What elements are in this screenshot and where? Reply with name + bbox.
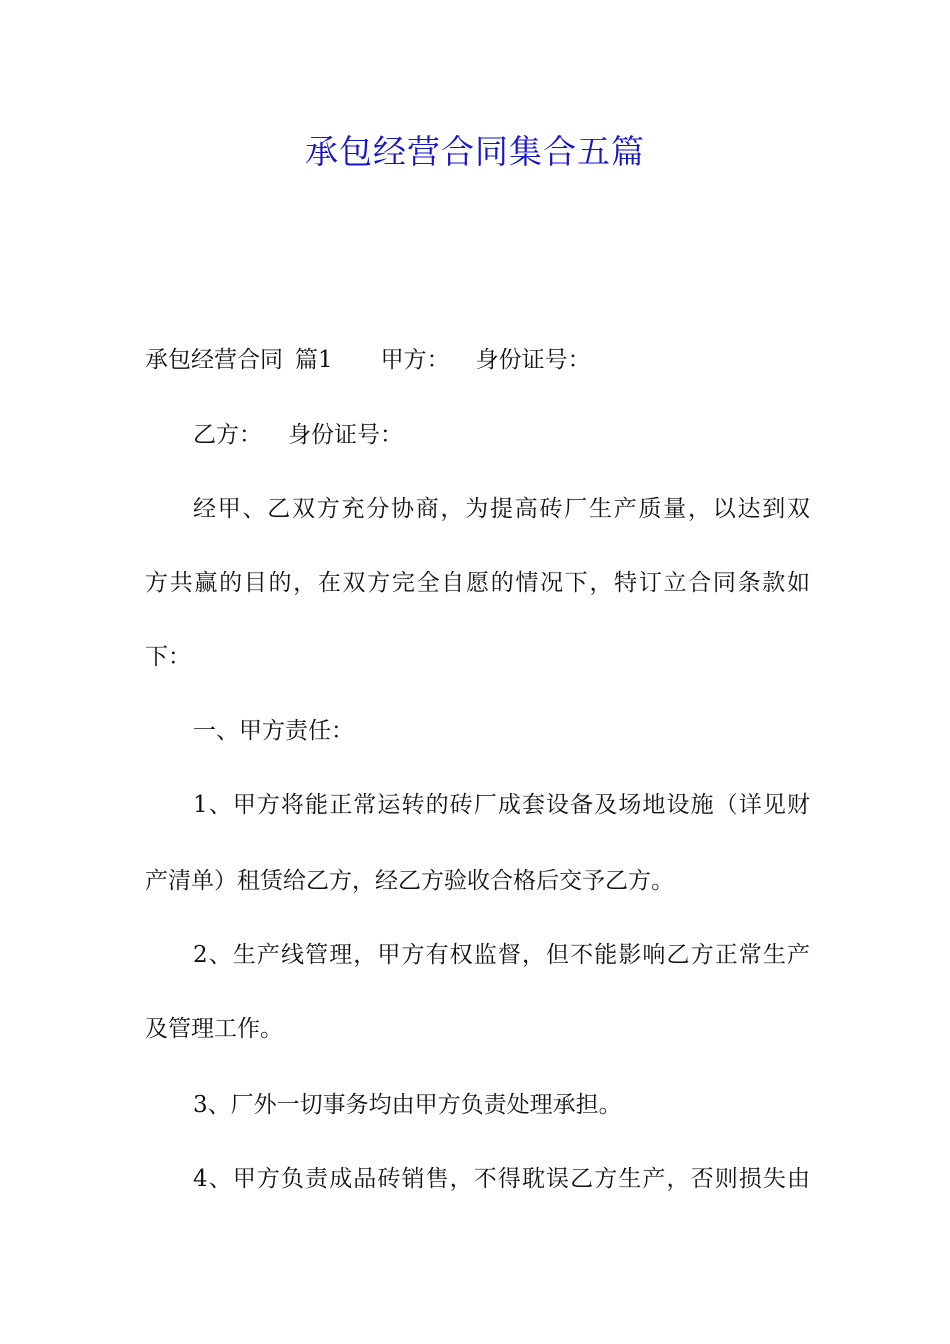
party-b-label: 乙方： [193,422,262,448]
text-line: 产清单）租赁给乙方，经乙方验收合格后交予乙方。 [145,868,674,894]
party-b-id-label: 身份证号： [288,422,403,448]
text-line: 3、厂外一切事务均由甲方负责处理承担。 [193,1092,622,1118]
contract-name: 承包经营合同 [145,347,283,373]
header-line [145,345,810,375]
text-line: 4、甲方负责成品砖销售，不得耽误乙方生产，否则损失由 [193,1166,810,1192]
text-line: 2、生产线管理，甲方有权监督，但不能影响乙方正常生产 [193,942,810,968]
section-number: 篇1 [295,347,333,373]
text-line: 方共赢的目的，在双方完全自愿的情况下，特订立合同条款如 [145,570,810,596]
party-a-label: 甲方： [380,347,450,373]
text-line: 1、甲方将能正常运转的砖厂成套设备及场地设施（详见财 [193,792,810,818]
text-line: 经甲、乙双方充分协商，为提高砖厂生产质量，以达到双 [193,496,810,522]
document-title: 承包经营合同集合五篇 [305,132,645,171]
text-line: 及管理工作。 [145,1016,283,1042]
section-heading: 一、甲方责任： [193,718,354,744]
party-b-line [193,420,858,450]
text-line: 下： [145,644,191,670]
party-a-id-label: 身份证号： [475,347,591,373]
